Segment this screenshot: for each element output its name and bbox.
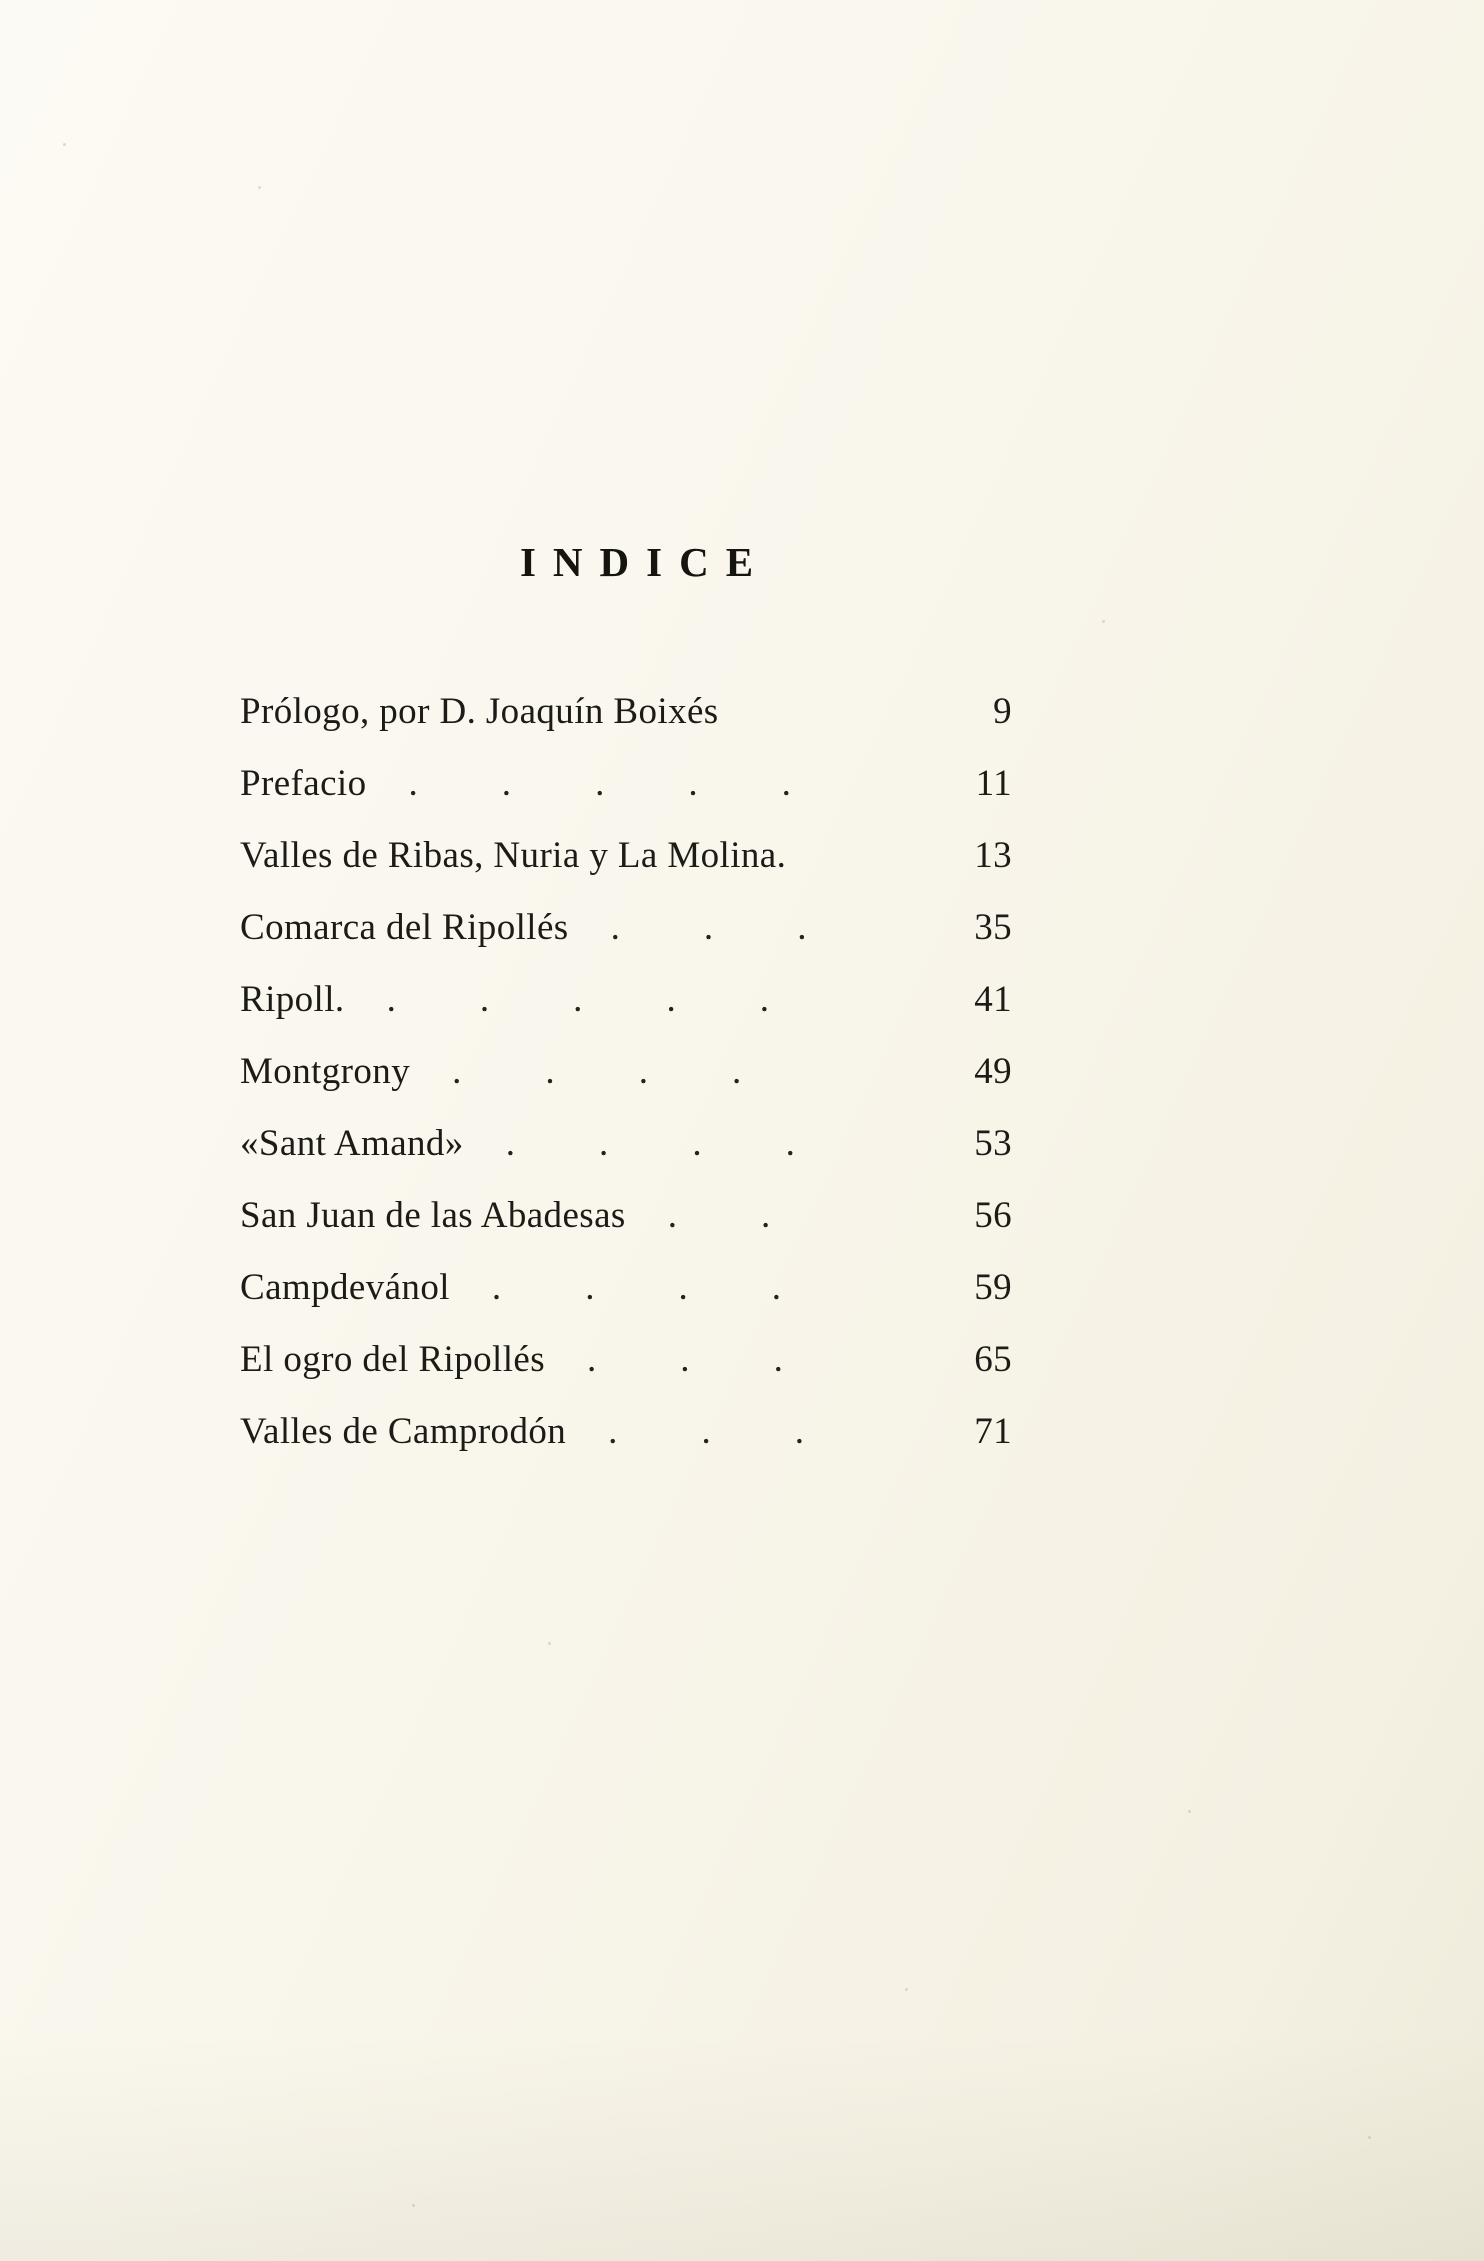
toc-entry-title: Valles de Ribas, Nuria y La Molina. xyxy=(240,835,787,876)
toc-entry-page: 65 xyxy=(974,1339,1012,1380)
toc-entry-page: 41 xyxy=(974,979,1012,1020)
dot-leader: . . . . xyxy=(491,1267,782,1308)
dot-leader: . . . . . xyxy=(386,979,770,1020)
toc-entry-title: Valles de Camprodón xyxy=(240,1411,567,1452)
toc-entry-title: San Juan de las Abadesas xyxy=(240,1195,626,1236)
toc-entry-title: Ripoll. xyxy=(240,979,345,1020)
toc-entry-page: 56 xyxy=(974,1195,1012,1236)
toc-entry-page: 71 xyxy=(974,1411,1012,1452)
toc-entry xyxy=(240,762,1012,834)
table-of-contents xyxy=(240,538,1012,1452)
toc-entry xyxy=(240,1194,1012,1266)
toc-entry-title: «Sant Amand» xyxy=(240,1123,464,1164)
toc-entry-page: 59 xyxy=(974,1267,1012,1308)
toc-entry xyxy=(240,1338,1012,1410)
toc-entry-page: 35 xyxy=(974,907,1012,948)
toc-entry xyxy=(240,1266,1012,1338)
toc-entry xyxy=(240,1122,1012,1194)
dot-leader: . . . xyxy=(608,1411,805,1452)
dot-leader: . . xyxy=(667,1195,771,1236)
toc-entry xyxy=(240,690,1012,762)
toc-entry xyxy=(240,906,1012,978)
page-title: INDICE xyxy=(519,539,771,585)
toc-entry xyxy=(240,1410,1012,1482)
toc-entry-page: 49 xyxy=(974,1051,1012,1092)
toc-entry xyxy=(240,834,1012,906)
toc-entry xyxy=(240,978,1012,1050)
dot-leader: . . . . xyxy=(505,1123,796,1164)
dot-leader: . . . xyxy=(587,1339,784,1380)
toc-entry-page: 11 xyxy=(975,763,1012,804)
toc-list xyxy=(240,690,1012,1482)
toc-entry-page: 13 xyxy=(974,835,1012,876)
toc-entry-title: Prefacio xyxy=(240,763,367,804)
dot-leader: . . . xyxy=(610,907,807,948)
toc-entry-title: Montgrony xyxy=(240,1051,411,1092)
toc-entry-title: Campdevánol xyxy=(240,1267,450,1308)
toc-entry-page: 53 xyxy=(974,1123,1012,1164)
toc-entry-page: 9 xyxy=(993,691,1012,732)
toc-entry-title: Comarca del Ripollés xyxy=(240,907,569,948)
dot-leader: . . . . xyxy=(452,1051,742,1092)
dot-leader: . . . . . xyxy=(408,763,792,804)
toc-entry-title: El ogro del Ripollés xyxy=(240,1339,545,1380)
toc-entry xyxy=(240,1050,1012,1122)
toc-entry-title: Prólogo, por D. Joaquín Boixés xyxy=(240,691,719,732)
